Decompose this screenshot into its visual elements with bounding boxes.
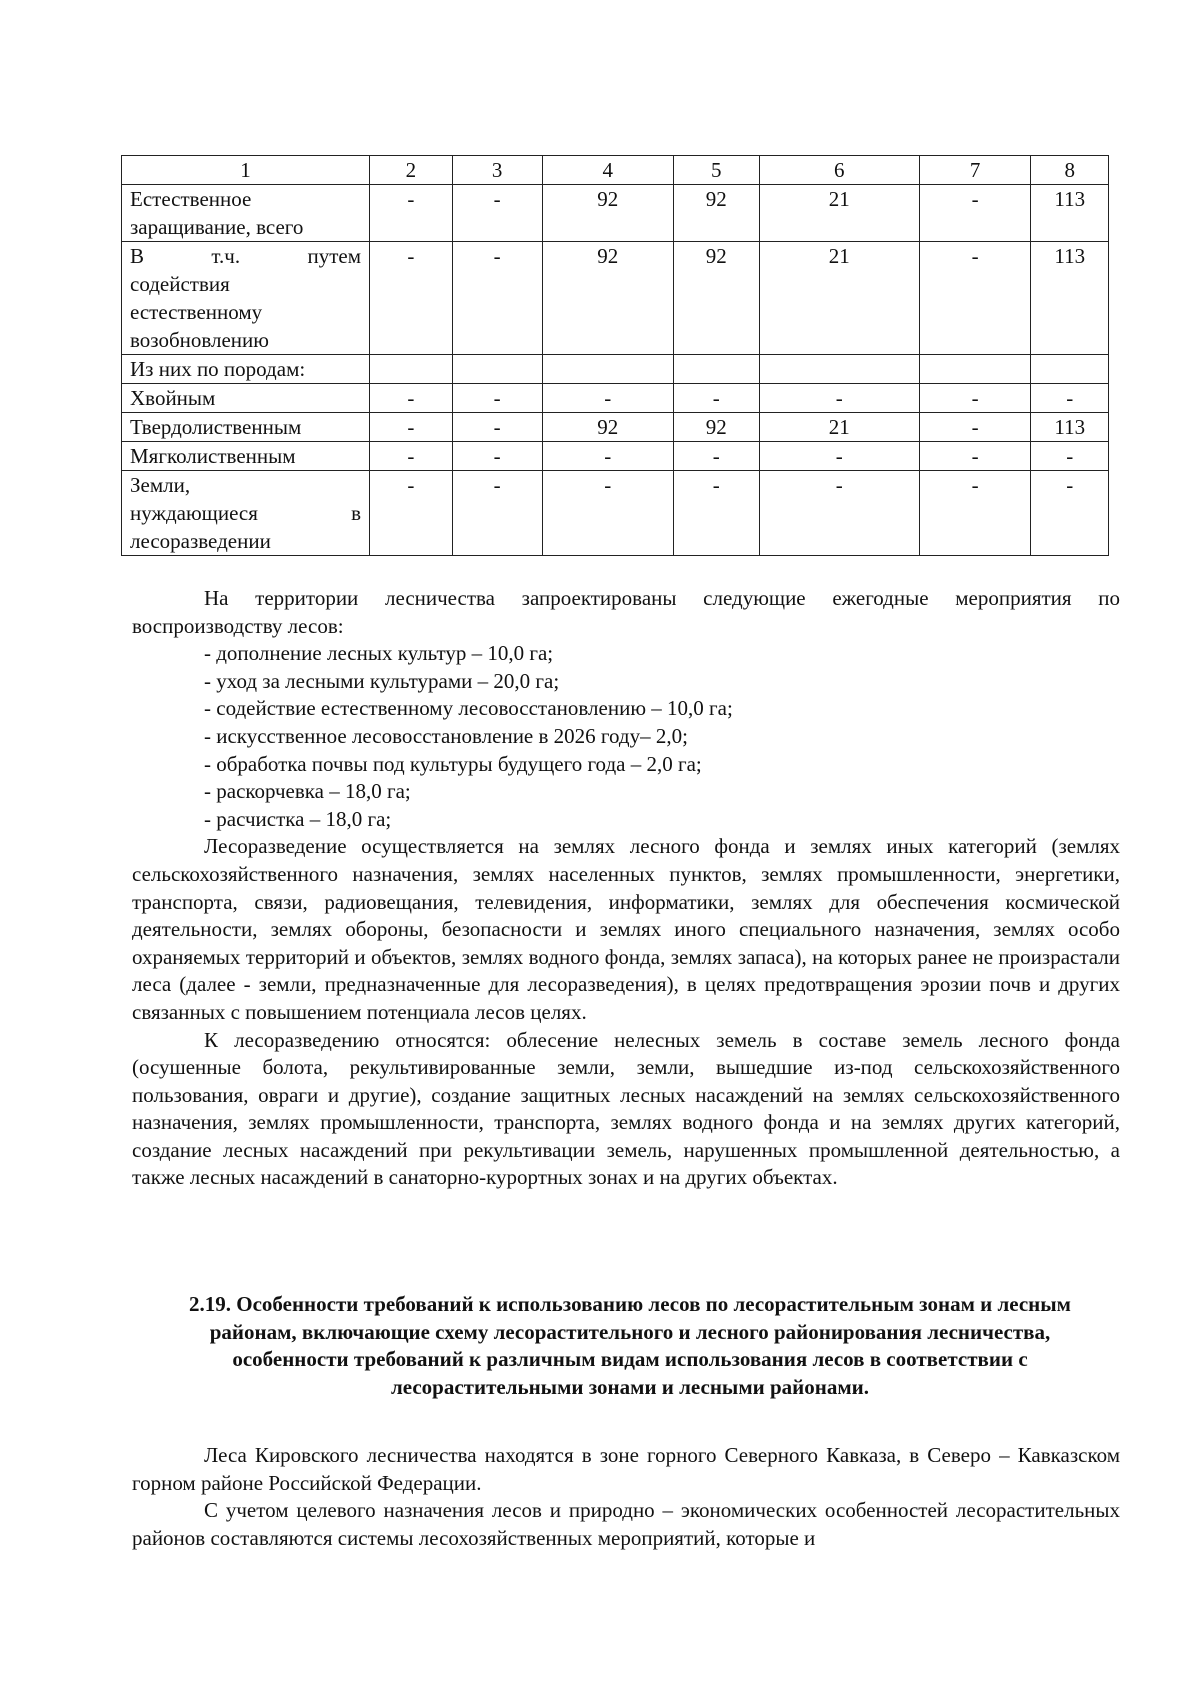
table-cell: - xyxy=(673,471,759,556)
list-item: - обработка почвы под культуры будущего года – 2,0 га; xyxy=(204,751,702,776)
label-line: возобновлению xyxy=(130,328,269,352)
label-line: естественному xyxy=(130,300,263,324)
list-item: - искусственное лесовосстановление в 2026 году– 2,0; xyxy=(204,723,688,748)
label-word: т.ч. xyxy=(211,244,241,268)
row-label: Мягколиственным xyxy=(122,442,370,471)
label-word: в xyxy=(351,501,362,525)
table-cell xyxy=(452,355,542,384)
table-cell: - xyxy=(1031,384,1109,413)
table-cell: 92 xyxy=(673,185,759,242)
table-cell: - xyxy=(370,413,453,442)
table-cell: 92 xyxy=(542,185,673,242)
table-cell: - xyxy=(370,384,453,413)
row-label xyxy=(122,242,370,355)
label-line: Естественное xyxy=(130,187,252,211)
header-cell: 8 xyxy=(1031,156,1109,185)
body-text-block xyxy=(132,585,1120,1192)
table-cell: - xyxy=(452,185,542,242)
table-cell: - xyxy=(919,442,1031,471)
table-row xyxy=(122,471,1109,556)
row-label xyxy=(122,471,370,556)
table-cell: - xyxy=(370,471,453,556)
list-item: - расчистка – 18,0 га; xyxy=(204,806,392,831)
label-line: содействия xyxy=(130,272,230,296)
afforestation-paragraph: Лесоразведение осуществляется на землях лесного фонда и землях иных категорий (землях сельскохозяйственного назначения, землях населенных пунктов, землях промышленности, энергетики, транспорта, связи, радиовещания, телевидения, информатики, землях для обеспечения космической деятельности, землях обороны, безопасности и землях иного специального назначения, землях особо охраняемых территорий и объектов, землях водного фонда, землях запаса), на которых ранее не произрастали леса (далее - земли, предназначенные для лесоразведения), в целях предотвращения эрозии почв и других связанных с повышением потенциала лесов целях. xyxy=(132,834,1120,1024)
list-item: - содействие естественному лесовосстановлению – 10,0 га; xyxy=(204,696,733,721)
table-cell: - xyxy=(370,442,453,471)
list-item: - дополнение лесных культур – 10,0 га; xyxy=(204,641,554,666)
table-cell: 113 xyxy=(1031,413,1109,442)
table-cell: - xyxy=(759,442,919,471)
table-cell: - xyxy=(452,442,542,471)
table-cell: - xyxy=(759,471,919,556)
header-cell: 4 xyxy=(542,156,673,185)
table-cell: 92 xyxy=(542,242,673,355)
purpose-paragraph: С учетом целевого назначения лесов и природно – экономических особенностей лесорастительных районов составляются системы лесохозяйственных мероприятий, которые и xyxy=(132,1498,1120,1550)
table-cell: - xyxy=(1031,442,1109,471)
header-cell: 6 xyxy=(759,156,919,185)
table-cell: 92 xyxy=(542,413,673,442)
list-item: - раскорчевка – 18,0 га; xyxy=(204,779,411,804)
table-cell: - xyxy=(542,384,673,413)
label-line: Земли, xyxy=(130,473,191,497)
header-cell: 7 xyxy=(919,156,1031,185)
table-cell: - xyxy=(542,442,673,471)
header-cell: 1 xyxy=(122,156,370,185)
table-cell: 21 xyxy=(759,413,919,442)
row-label xyxy=(122,185,370,242)
table-cell: - xyxy=(370,185,453,242)
table-cell: - xyxy=(919,413,1031,442)
table-cell xyxy=(759,355,919,384)
table-cell: - xyxy=(452,413,542,442)
table-cell xyxy=(542,355,673,384)
table-row xyxy=(122,384,1109,413)
row-label: Твердолиственным xyxy=(122,413,370,442)
row-label: Хвойным xyxy=(122,384,370,413)
table-cell: - xyxy=(919,242,1031,355)
label-line xyxy=(130,499,361,527)
header-cell: 2 xyxy=(370,156,453,185)
table-cell: 113 xyxy=(1031,185,1109,242)
header-cell: 3 xyxy=(452,156,542,185)
table-cell: - xyxy=(370,242,453,355)
table-row xyxy=(122,355,1109,384)
table-cell: - xyxy=(1031,471,1109,556)
table-cell xyxy=(370,355,453,384)
table-cell: - xyxy=(919,185,1031,242)
header-cell: 5 xyxy=(673,156,759,185)
table-cell xyxy=(919,355,1031,384)
table-cell: 92 xyxy=(673,413,759,442)
kirov-paragraph: Леса Кировского лесничества находятся в зоне горного Северного Кавказа, в Северо – Кавказском горном районе Российской Федерации. xyxy=(132,1443,1120,1495)
table-cell: - xyxy=(673,442,759,471)
label-line xyxy=(130,242,361,270)
label-line: лесоразведении xyxy=(130,529,271,553)
reforestation-table xyxy=(121,155,1109,556)
table-header-row xyxy=(122,156,1109,185)
table-cell: 92 xyxy=(673,242,759,355)
table-cell xyxy=(673,355,759,384)
table-cell: - xyxy=(919,471,1031,556)
table-cell xyxy=(1031,355,1109,384)
table-cell: - xyxy=(673,384,759,413)
intro-paragraph: На территории лесничества запроектированы следующие ежегодные мероприятия по воспроизводству лесов: xyxy=(132,586,1120,638)
table-cell: 113 xyxy=(1031,242,1109,355)
list-item: - уход за лесными культурами – 20,0 га; xyxy=(204,668,560,693)
label-word: нуждающиеся xyxy=(130,501,258,525)
table-cell: - xyxy=(452,384,542,413)
label-word: В xyxy=(130,244,145,268)
label-line: заращивание, всего xyxy=(130,215,304,239)
label-word: путем xyxy=(307,244,362,268)
table-cell: - xyxy=(542,471,673,556)
table-cell: - xyxy=(759,384,919,413)
table-cell: 21 xyxy=(759,185,919,242)
table-cell: - xyxy=(919,384,1031,413)
table-cell: - xyxy=(452,471,542,556)
body-text-block-2 xyxy=(132,1442,1120,1552)
table-row xyxy=(122,413,1109,442)
afforestation-types-paragraph: К лесоразведению относятся: облесение нелесных земель в составе земель лесного фонда (осушенные болота, рекультивированные земли, земли, вышедшие из-под сельскохозяйственного пользования, овраги и другие), создание защитных лесных насаждений на землях сельскохозяйственного назначения, землях промышленности, транспорта, землях водного фонда и на землях других категорий, создание лесных насаждений при рекультивации земель, нарушенных промышленной деятельностью, а также лесных насаждений в санаторно-курортных зонах и на других объектах. xyxy=(132,1027,1120,1190)
table-row xyxy=(122,185,1109,242)
row-label: Из них по породам: xyxy=(122,355,370,384)
section-heading: 2.19. Особенности требований к использованию лесов по лесорастительным зонам и лесным районам, включающие схему лесорастительного и лесного районирования лесничества, особенности требований к различным видам использования лесов в соответствии с лесорастительными зонами и лесными районами. xyxy=(189,1292,1071,1399)
table-cell: 21 xyxy=(759,242,919,355)
table-row xyxy=(122,242,1109,355)
table-row xyxy=(122,442,1109,471)
table-cell: - xyxy=(452,242,542,355)
